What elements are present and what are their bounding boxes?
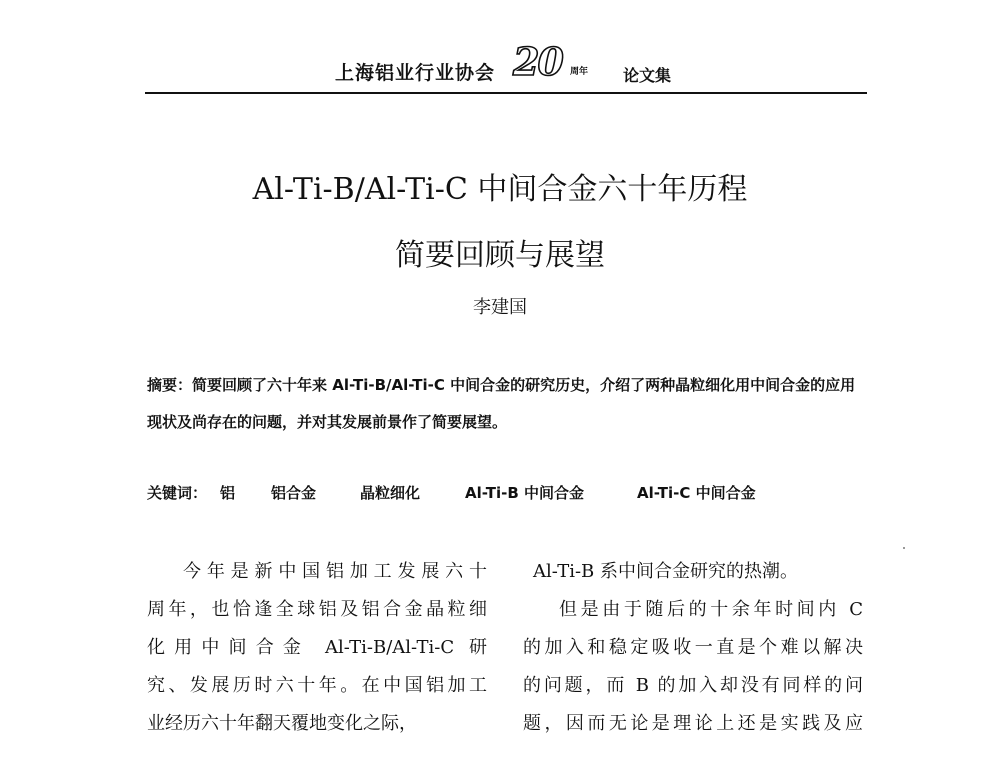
keywords-label: 关键词：: [147, 484, 208, 502]
keyword-item: Al-Ti-B 中间合金: [465, 484, 585, 502]
keyword-item: 铝合金: [271, 484, 317, 502]
body-line: 业经历六十年翻天覆地变化之际，: [147, 713, 417, 734]
body-line: 究、发展历时六十年。在中国铝加工: [147, 675, 487, 696]
anthology-label: 论文集: [623, 66, 672, 85]
keywords: [147, 482, 867, 508]
abstract: [147, 367, 867, 441]
anniversary-logo: [513, 39, 608, 86]
body-column-right: [523, 553, 863, 743]
keyword-item: 晶粒细化: [360, 484, 421, 502]
body-line: 但是由于随后的十余年时间内 C: [559, 599, 863, 620]
header-rule: [145, 92, 867, 94]
association-name: 上海铝业行业协会: [335, 62, 496, 84]
anniversary-suffix: 周年: [570, 67, 589, 77]
body-line: 化用中间合金 Al-Ti-B/Al-Ti-C 研: [147, 637, 487, 658]
scan-speck: [903, 547, 905, 549]
running-header: [145, 39, 865, 90]
keyword-item: Al-Ti-C 中间合金: [637, 484, 756, 502]
abstract-text: 简要回顾了六十年来 Al-Ti-B/Al-Ti-C 中间合金的研究历史，介绍了两种晶粒细化用中间合金的应用现状及尚存在的问题，并对其发展前景作了简要展望。: [147, 376, 856, 431]
keyword-item: 铝: [220, 484, 236, 502]
body-line: 今年是新中国铝加工发展六十: [183, 561, 487, 582]
body-line: 的加入和稳定吸收一直是个难以解决: [523, 637, 863, 658]
body-line: 的问题，而 B 的加入却没有同样的问: [523, 675, 863, 696]
abstract-label: 摘要：: [147, 376, 193, 394]
author: 李建国: [473, 297, 527, 318]
body-line: 题，因而无论是理论上还是实践及应: [523, 713, 863, 734]
body-line: 周年，也恰逢全球铝及铝合金晶粒细: [147, 599, 487, 620]
title-line-1: Al-Ti-B/Al-Ti-C 中间合金六十年历程: [252, 172, 748, 207]
title-line-2: 简要回顾与展望: [395, 238, 605, 273]
body-line: Al-Ti-B 系中间合金研究的热潮。: [533, 561, 798, 582]
anniversary-number: 20: [513, 39, 562, 84]
body-column-left: [147, 553, 487, 743]
